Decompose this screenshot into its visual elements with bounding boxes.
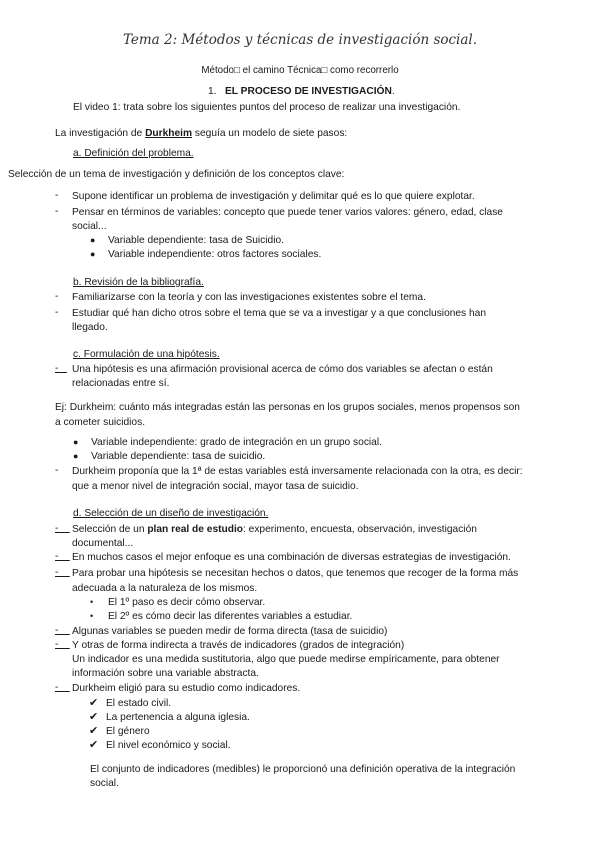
example-text-continuation: a cometer suicidios. bbox=[55, 417, 146, 428]
dash-marker: - bbox=[55, 682, 70, 693]
list-item: Durkheim proponía que la 1ª de estas variables está inversamente relacionada con la otra, es decir: bbox=[72, 466, 523, 477]
dash-marker: - bbox=[55, 551, 70, 562]
dash-marker: - bbox=[55, 363, 67, 374]
bullet-icon: ● bbox=[90, 249, 96, 259]
checkmark-icon: ✔ bbox=[89, 697, 99, 709]
list-item: Familiarizarse con la teoría y con las investigaciones existentes sobre el tema. bbox=[72, 292, 426, 303]
closing-text-continuation: social. bbox=[90, 778, 119, 789]
list-item-continuation: relacionadas entre sí. bbox=[72, 378, 170, 389]
dash-marker: - bbox=[55, 465, 59, 476]
bullet-icon: ● bbox=[90, 235, 96, 245]
list-item-continuation: social... bbox=[72, 221, 107, 232]
dash-marker: - bbox=[55, 206, 59, 217]
checkmark-icon: ✔ bbox=[89, 739, 99, 751]
dash-marker: - bbox=[55, 307, 59, 318]
bullet-icon: • bbox=[90, 611, 94, 621]
list-item: Para probar una hipótesis se necesitan hechos o datos, que tenemos que recoger de la forma más bbox=[72, 568, 519, 579]
example-text: Ej: Durkheim: cuánto más integradas están las personas en los grupos sociales, menos propensos son bbox=[55, 402, 520, 413]
step-d-heading: d. Selección de un diseño de investigación. bbox=[73, 508, 269, 519]
sub-item: El 1º paso es decir cómo observar. bbox=[108, 597, 266, 608]
list-item: En muchos casos el mejor enfoque es una combinación de diversas estrategias de investigación. bbox=[72, 552, 511, 563]
section-1-heading: 1. EL PROCESO DE INVESTIGACIÓN. bbox=[208, 86, 395, 97]
step-a-heading: a. Definición del problema. bbox=[73, 148, 194, 159]
dash-marker: - bbox=[55, 625, 70, 636]
step-c-heading: c. Formulación de una hipótesis. bbox=[73, 349, 220, 360]
bullet-item: Variable dependiente: tasa de Suicidio. bbox=[108, 235, 284, 246]
list-item-continuation: documental... bbox=[72, 538, 134, 549]
list-item: Supone identificar un problema de investigación y delimitar qué es lo que quiere explotar. bbox=[72, 191, 475, 202]
dash-marker: - bbox=[55, 523, 70, 534]
list-item: Y otras de forma indirecta a través de indicadores (grados de integración) bbox=[72, 640, 405, 651]
dash-marker: - bbox=[55, 190, 59, 201]
closing-text: El conjunto de indicadores (medibles) le proporcionó una definición operativa de la integración bbox=[90, 764, 516, 775]
list-item: Algunas variables se pueden medir de forma directa (tasa de suicidio) bbox=[72, 626, 388, 637]
bullet-icon: ● bbox=[73, 437, 79, 447]
durkheim-intro: La investigación de Durkheim seguía un modelo de siete pasos: bbox=[55, 128, 348, 139]
check-item: El nivel económico y social. bbox=[106, 740, 231, 751]
page-title: Tema 2: Métodos y técnicas de investigación social. bbox=[122, 32, 478, 48]
check-item: El género bbox=[106, 726, 150, 737]
list-item: Estudiar qué han dicho otros sobre el tema que se va a investigar y a que conclusiones han bbox=[72, 308, 486, 319]
list-item: Una hipótesis es una afirmación provisional acerca de cómo dos variables se afectan o están bbox=[72, 364, 493, 375]
bullet-icon: ● bbox=[73, 451, 79, 461]
list-item: Pensar en términos de variables: concepto que puede tener varios valores: género, edad, clase bbox=[72, 207, 503, 218]
list-item: Selección de un plan real de estudio: experimento, encuesta, observación, investigación bbox=[72, 524, 477, 535]
checkmark-icon: ✔ bbox=[89, 711, 99, 723]
bullet-item: Variable independiente: grado de integración en un grupo social. bbox=[91, 437, 382, 448]
step-b-heading: b. Revisión de la bibliografía. bbox=[73, 277, 204, 288]
list-item-continuation: información sobre una variable abstracta. bbox=[72, 668, 259, 679]
list-item: Durkheim eligió para su estudio como indicadores. bbox=[72, 683, 301, 694]
list-item-continuation: llegado. bbox=[72, 322, 108, 333]
list-item-continuation: Un indicador es una medida sustitutoria, algo que puede medirse empíricamente, para obtener bbox=[72, 654, 500, 665]
step-a-intro: Selección de un tema de investigación y definición de los conceptos clave: bbox=[8, 169, 345, 180]
bullet-item: Variable independiente: otros factores sociales. bbox=[108, 249, 322, 260]
dash-marker: - bbox=[55, 567, 70, 578]
bullet-item: Variable dependiente: tasa de suicidio. bbox=[91, 451, 266, 462]
subtitle: Método□ el camino Técnica□ como recorrerlo bbox=[201, 65, 399, 76]
bullet-icon: • bbox=[90, 597, 94, 607]
checkmark-icon: ✔ bbox=[89, 725, 99, 737]
list-item-continuation: que a menor nivel de integración social, mayor tasa de suicidio. bbox=[72, 481, 359, 492]
sub-item: El 2º es cómo decir las diferentes variables a estudiar. bbox=[108, 611, 353, 622]
check-item: El estado civil. bbox=[106, 698, 172, 709]
dash-marker: - bbox=[55, 291, 59, 302]
intro-video-text: El video 1: trata sobre los siguientes puntos del proceso de realizar una investigación. bbox=[73, 102, 461, 113]
list-item-continuation: adecuada a la naturaleza de los mismos. bbox=[72, 583, 258, 594]
dash-marker: - bbox=[55, 639, 70, 650]
check-item: La pertenencia a alguna iglesia. bbox=[106, 712, 250, 723]
